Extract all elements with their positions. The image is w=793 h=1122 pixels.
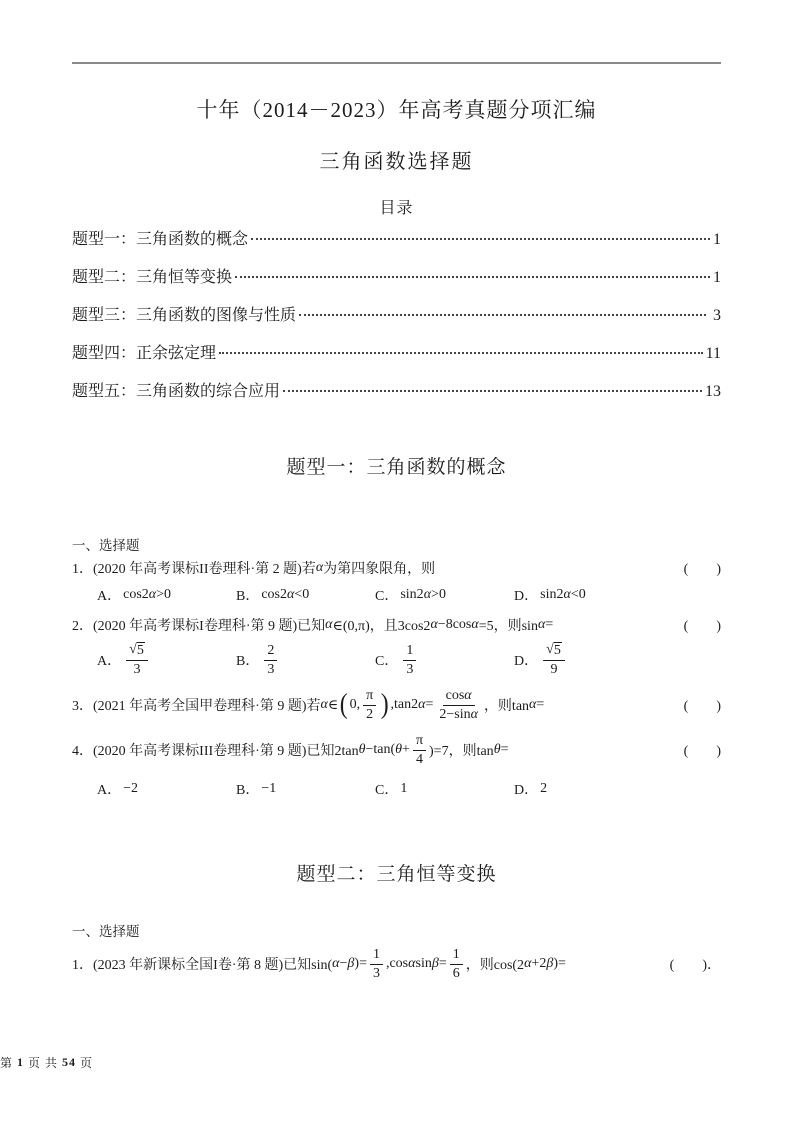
option-b — [236, 779, 375, 799]
option-d — [514, 642, 568, 678]
question-3-stem: 3．(2021 年高考全国甲卷理科·第 9 题)若 α ∈ ( 0, $\frac{\pi}{2}$ ) ,tan2 α = cos α 2−sin α ，则tan α = — [72, 688, 545, 722]
option-c-value — [400, 642, 419, 678]
question-2 — [72, 615, 721, 635]
answer-bracket: ( )． — [669, 958, 721, 974]
section2-question-1-stem: 1．(2023 年新课标全国I卷·第 8 题)已知sin( α − β )= $\frac{1}{3}$ ,cos α sin β = $\frac{1}{6}$ ，则cos(2 α +2 β )= — [72, 947, 566, 981]
option-c — [375, 585, 514, 605]
option-d — [514, 779, 547, 799]
question-3 — [72, 687, 721, 723]
toc-heading: 目录 — [379, 200, 414, 217]
section-heading-2: 题型二：三角恒等变换 — [296, 864, 497, 886]
option-b — [236, 642, 375, 678]
section-heading-1: 题型一：三角函数的概念 — [286, 457, 507, 478]
toc-dot-leader — [283, 390, 702, 392]
option-d-label: D． — [514, 783, 539, 799]
toc-dot-leader — [235, 276, 710, 278]
option-c — [375, 642, 514, 678]
option-c-value: 1 — [400, 781, 408, 797]
question-1 — [72, 558, 721, 578]
fraction: $\frac{\pi}{4}$ — [413, 732, 426, 768]
option-a-value: cos2 α >0 — [123, 587, 172, 602]
question-2-stem: 2．(2020 年高考课标I卷理科·第 9 题)已知 α ∈(0,π)，且3cos2 α −8cos α =5，则sin α = — [72, 617, 554, 634]
question-4 — [72, 732, 721, 768]
option-d-label: D． — [514, 589, 539, 604]
question-2-options — [72, 642, 721, 678]
fraction: $\frac{1}{3}$ — [403, 642, 416, 678]
toc-entry — [72, 382, 721, 402]
toc-entry-label: 题型一：三角函数的概念 — [72, 231, 249, 248]
option-c — [375, 779, 514, 799]
toc-entry — [72, 268, 721, 288]
toc-entry-label: 题型四：正余弦定理 — [72, 345, 217, 362]
radical: √ 5 — [129, 642, 144, 658]
question-4-stem: 4．(2020 年高考课标III卷理科·第 9 题)已知2tan θ −tan( θ + $\frac{\pi}{4}$ )=7，则tan θ = — [72, 733, 509, 767]
option-b — [236, 585, 375, 605]
toc-entry — [72, 230, 721, 250]
option-c-value: sin2 α >0 — [400, 587, 446, 602]
toc-entry-page: 3 — [709, 307, 721, 324]
option-c-label: C． — [375, 654, 399, 670]
toc-entry — [72, 344, 721, 364]
option-a — [97, 585, 236, 605]
answer-bracket: ( ) — [683, 744, 721, 760]
toc-entry-page: 13 — [705, 383, 721, 400]
option-b-value — [261, 642, 280, 678]
option-b-label: B． — [236, 783, 260, 799]
answer-bracket: ( ) — [683, 562, 721, 577]
fraction: $\frac{\pi}{2}$ — [363, 687, 376, 723]
toc-entry — [72, 306, 721, 326]
fraction: $\frac{1}{3}$ — [370, 946, 383, 982]
page-title: 十年（2014－2023）年高考真题分项汇编 — [196, 98, 597, 122]
option-a-label: A． — [97, 654, 122, 670]
option-a-label: A． — [97, 589, 122, 604]
option-d-value: 2 — [540, 781, 548, 797]
section2-question-1 — [72, 946, 721, 982]
toc-entry-label: 题型三：三角函数的图像与性质 — [72, 307, 297, 324]
option-b-value: −1 — [261, 781, 277, 797]
option-c-label: C． — [375, 589, 399, 604]
toc-entry-label: 题型二：三角恒等变换 — [72, 269, 233, 286]
toc-entry-page: 11 — [705, 345, 721, 362]
table-of-contents — [72, 230, 721, 402]
option-d-value — [540, 642, 568, 678]
page-subtitle: 三角函数选择题 — [319, 151, 474, 173]
fraction: √ 5 9 — [543, 642, 565, 678]
fraction: $\frac{2}{3}$ — [264, 642, 277, 678]
question-1-options — [72, 585, 721, 605]
option-a-value — [123, 642, 151, 678]
radical: √ 5 — [546, 642, 561, 658]
option-b-label: B． — [236, 654, 260, 670]
option-a — [97, 779, 236, 799]
question-4-options — [72, 779, 721, 799]
fraction: cos α 2−sin α — [439, 688, 478, 722]
answer-bracket: ( ) — [683, 699, 721, 715]
choice-questions-label: 一、选择题 — [72, 924, 140, 940]
option-c-label: C． — [375, 783, 399, 799]
option-d-label: D． — [514, 654, 539, 670]
answer-bracket: ( ) — [683, 619, 721, 634]
toc-entry-label: 题型五：三角函数的综合应用 — [72, 383, 281, 400]
toc-dot-leader — [219, 352, 703, 354]
option-d-value: sin2 α <0 — [540, 587, 586, 602]
option-a — [97, 642, 236, 678]
question-1-stem: 1．(2020 年高考课标II卷理科·第 2 题)若 α 为第四象限角，则 — [72, 560, 436, 577]
fraction: √ 5 3 — [126, 642, 148, 678]
page-footer: 第 1 页 共 54 页 — [0, 1055, 94, 1070]
toc-dot-leader — [251, 238, 710, 240]
fraction: $\frac{1}{6}$ — [450, 946, 463, 982]
toc-entry-page: 1 — [713, 231, 721, 248]
option-b-value: cos2 α <0 — [261, 587, 310, 602]
option-b-label: B． — [236, 589, 260, 604]
choice-questions-label: 一、选择题 — [72, 538, 140, 553]
option-d — [514, 585, 586, 605]
option-a-label: A． — [97, 783, 122, 799]
toc-dot-leader — [299, 314, 706, 316]
option-a-value: −2 — [123, 781, 139, 797]
toc-entry-page: 1 — [713, 269, 721, 286]
header-rule — [72, 62, 721, 64]
